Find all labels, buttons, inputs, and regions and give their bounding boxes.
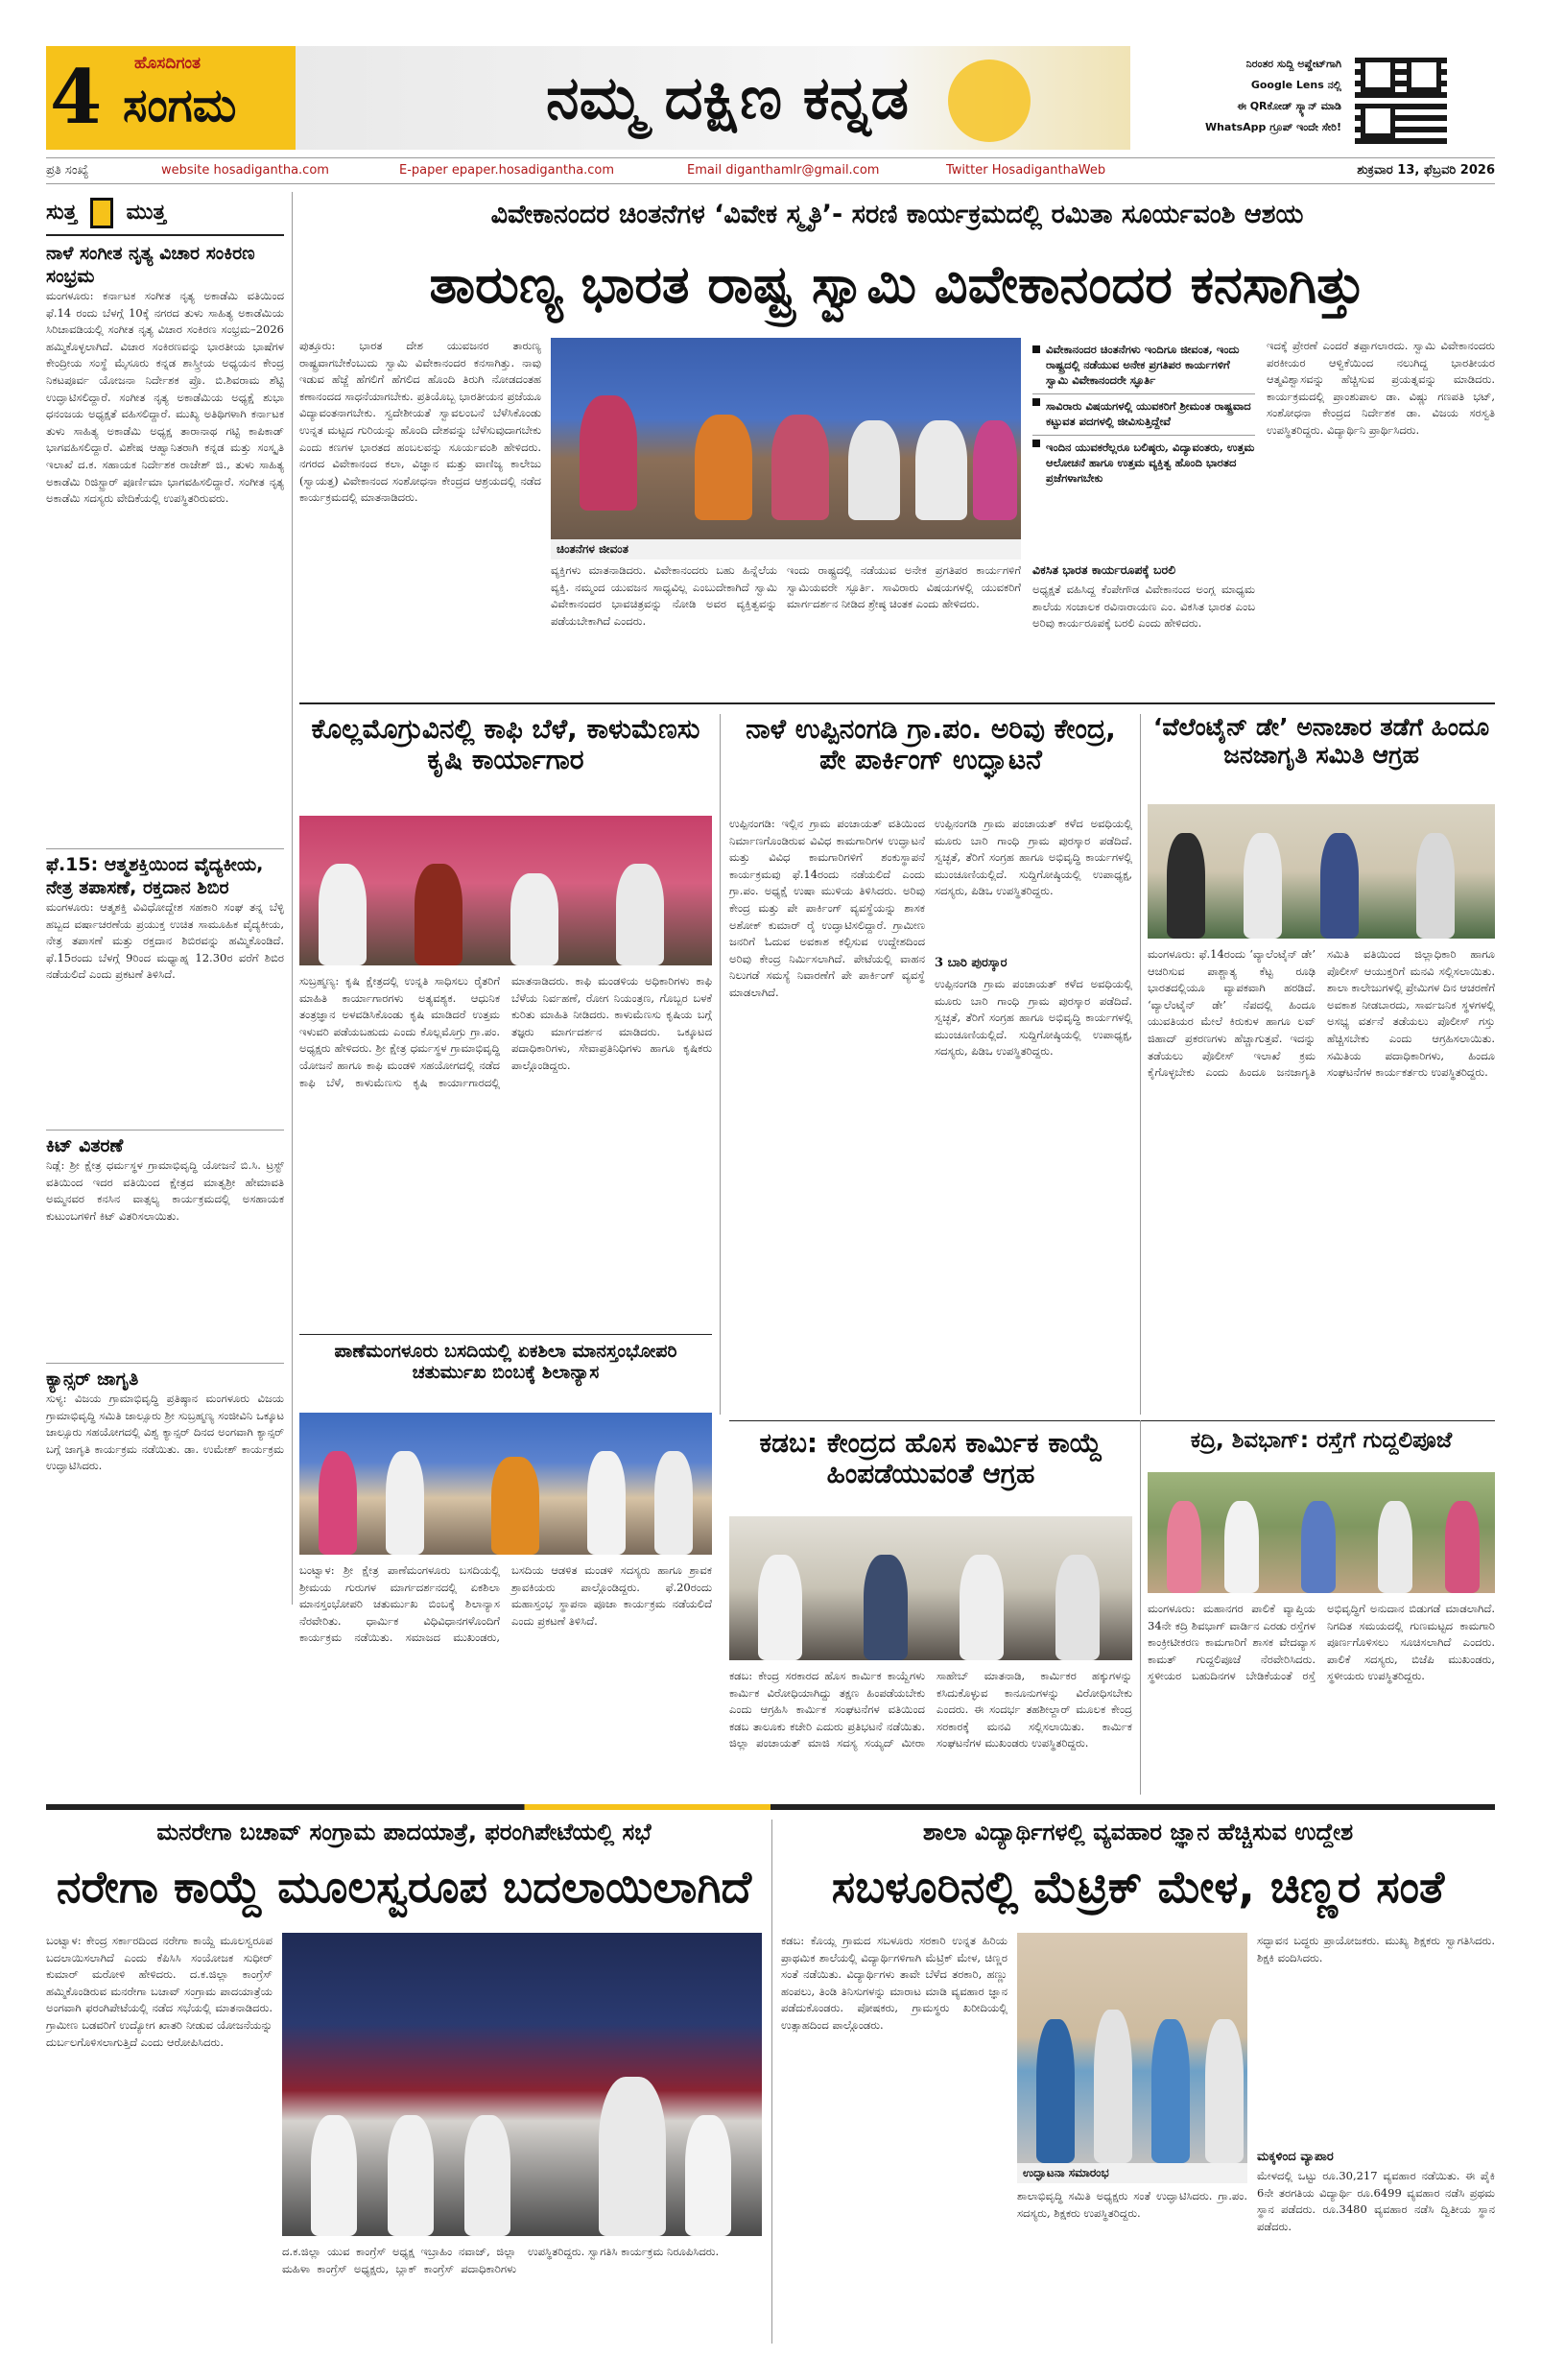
mela-subhead: ಮಕ್ಕಳಿಂದ ವ್ಯಾಪಾರ <box>1257 2150 1334 2164</box>
uppinangady-body2: ಉಪ್ಪಿನಂಗಡಿ ಗ್ರಾಮ ಪಂಚಾಯತ್ ಕಳೆದ ಅವಧಿಯಲ್ಲಿ ಮೂರು ಬಾರಿ ಗಾಂಧಿ ಗ್ರಾಮ ಪುರಸ್ಕಾರ ಪಡೆದಿದೆ. ಸ್ವಚ್ಛತೆ, ತೆರಿಗೆ ಸಂಗ್ರಹ ಹಾಗೂ ಅಭಿವೃದ್ಧಿ ಕಾರ್ಯಗಳಲ್ಲಿ ಮುಂಚೂಣಿಯಲ್ಲಿದೆ. ಸುದ್ದಿಗೋಷ್ಠಿಯಲ್ಲಿ ಉಪಾಧ್ಯಕ್ಷ, ಸದಸ್ಯರು, ಪಿಡಿಒ ಉಪಸ್ಥಿತರಿದ್ದರು. <box>935 977 1132 1059</box>
qr-text-1: ನಿರಂತರ ಸುದ್ದಿ ಅಪ್ಡೇಟ್‌ಗಾಗಿ <box>1245 58 1341 70</box>
brand-big: ಸಂಗಮ <box>123 79 237 132</box>
section-label-right: ಮುತ್ತ <box>126 201 167 225</box>
qr-text-3: ಈ QRಕೋಡ್ ಸ್ಕ್ಯಾನ್ ಮಾಡಿ <box>1237 100 1341 112</box>
basadi-photo <box>299 1413 712 1555</box>
uppinangady-body: ಉಪ್ಪಿನಂಗಡಿ: ಇಲ್ಲಿನ ಗ್ರಾಮ ಪಂಚಾಯತ್ ವತಿಯಿಂದ ನಿರ್ಮಾಣಗೊಂಡಿರುವ ವಿವಿಧ ಕಾಮಗಾರಿಗಳ ಉದ್ಘಾಟನೆ ಮತ್ತು ವಿವಿಧ ಕಾಮಗಾರಿಗಳಿಗೆ ಶಂಕುಸ್ಥಾಪನೆ ಕಾರ್ಯಕ್ರಮವು ಫೆ.14ರಂದು ನಡೆಯಲಿದೆ ಎಂದು ಗ್ರಾ.ಪಂ. ಅಧ್ಯಕ್ಷೆ ಉಷಾ ಮುಳಿಯ ತಿಳಿಸಿದರು. ಅರಿವು ಕೇಂದ್ರ ಮತ್ತು ಪೇ ಪಾರ್ಕಿಂಗ್ ವ್ಯವಸ್ಥೆಯನ್ನು ಶಾಸಕ ಅಶೋಕ್ ಕುಮಾರ್ ರೈ ಉದ್ಘಾಟಿಸಲಿದ್ದಾರೆ. ಗ್ರಾಮೀಣ ಜನರಿಗೆ ಓದುವ ಅವಕಾಶ ಕಲ್ಪಿಸುವ ಉದ್ದೇಶದಿಂದ ಅರಿವು ಕೇಂದ್ರ ನಿರ್ಮಿಸಲಾಗಿದೆ. ಪೇಟೆಯಲ್ಲಿ ವಾಹನ ನಿಲುಗಡೆ ಸಮಸ್ಯೆ ನಿವಾರಣೆಗೆ ಪೇ ಪಾರ್ಕಿಂಗ್ ವ್ಯವಸ್ಥೆ ಮಾಡಲಾಗಿದೆ. <box>729 817 925 999</box>
coffee-headline: ಕೊಲ್ಲಮೊಗ್ರುವಿನಲ್ಲಿ ಕಾಫಿ ಬೆಳೆ, ಕಾಳುಮೆಣಸು ಕೃಷಿ ಕಾರ್ಯಾಗಾರ <box>311 713 700 776</box>
epaper-link[interactable]: E-paper epaper.hosadigantha.com <box>399 163 615 178</box>
lead-col2: ವ್ಯಕ್ತಿಗಳು ಮಾತನಾಡಿದರು. ವಿವೇಕಾನಂದರು ಬಹು ಹಿನ್ನೆಲೆಯ ವ್ಯಕ್ತಿ. ನಮ್ಮಂದ ಯುವಜನ ಸಾಧ್ಯವಿಲ್ಲ ಎಂಬುದೇಕಾಗಿದೆ ಸ್ವಾಮಿ ವಿವೇಕಾನಂದರ ಭಾವಚಿತ್ರವನ್ನು ನೋಡಿ ಅವರ ವ್ಯಕ್ತಿತ್ವವನ್ನು ಪಡೆಯಬೇಕಾಗಿದೆ ಎಂದರು. <box>551 563 777 628</box>
mela-headline: ಸಬಳೂರಿನಲ್ಲಿ ಮೆಟ್ರಿಕ್ ಮೇಳ, ಚಿಣ್ಣರ ಸಂತೆ <box>831 1861 1445 1913</box>
mela-body3: ಸದ್ಭಾವನ ಬದ್ಧರು ಪ್ರಾಯೋಜಕರು. ಮುಖ್ಯ ಶಿಕ್ಷಕರು ಸ್ವಾಗತಿಸಿದರು. ಶಿಕ್ಷಕಿ ವಂದಿಸಿದರು. <box>1257 1934 1495 1964</box>
narega-photo <box>282 1933 762 2236</box>
uppinangady-subhead: 3 ಬಾರಿ ಪುರಸ್ಕಾರ <box>935 956 1008 970</box>
lead-col3: ಇಂದು ರಾಷ್ಟ್ರದಲ್ಲಿ ನಡೆಯುವ ಅನೇಕ ಪ್ರಗತಿಪರ ಕಾರ್ಯಗಳಿಗೆ ಸ್ವಾಮಿಯವರೇ ಸ್ಫೂರ್ತಿ. ಸಾವಿರಾರು ವಿಷಯಗಳಲ್ಲಿ ಯುವಕರಿಗೆ ಮಾರ್ಗದರ್ಶನ ನೀಡಿದ ಶ್ರೇಷ್ಠ ಚಿಂತಕ ಎಂದು ಹೇಳಿದರು. <box>787 563 1021 611</box>
kadaba-headline: ಕಡಬ: ಕೇಂದ್ರದ ಹೊಸ ಕಾರ್ಮಿಕ ಕಾಯ್ದೆ ಹಿಂಪಡೆಯುವಂತೆ ಆಗ್ರಹ <box>759 1427 1102 1490</box>
date-label: ಶುಕ್ರವಾರ 13, ಫೆಬ್ರವರಿ 2026 <box>1357 163 1495 178</box>
sidebar-story1-headline: ನಾಳೆ ಸಂಗೀತ ನೃತ್ಯ ವಿಚಾರ ಸಂಕಿರಣ ಸಂಭ್ರಮ <box>46 243 255 287</box>
mela-body2: ಶಾಲಾಭಿವೃದ್ಧಿ ಸಮಿತಿ ಅಧ್ಯಕ್ಷರು ಸಂತೆ ಉದ್ಘಾಟಿಸಿದರು. ಗ್ರಾ.ಪಂ. ಸದಸ್ಯರು, ಶಿಕ್ಷಕರು ಉಪಸ್ಥಿತರಿದ್ದರು. <box>1017 2189 1247 2220</box>
bottom-divider <box>771 1820 772 2344</box>
lead-bullets <box>1032 342 1255 491</box>
sidebar-story3-headline: ಕಿಟ್ ವಿತರಣೆ <box>46 1130 284 1157</box>
section-label-left: ಸುತ್ತ <box>46 201 78 225</box>
masthead <box>46 46 1495 150</box>
kadri-photo <box>1148 1472 1495 1593</box>
lead-bullet-1: ವಿವೇಕಾನಂದರ ಚಿಂತನೆಗಳು ಇಂದಿಗೂ ಜೀವಂತ, ಇಂದು ರಾಷ್ಟ್ರದಲ್ಲಿ ನಡೆಯುವ ಅನೇಕ ಪ್ರಗತಿಪರ ಕಾರ್ಯಗಳಿಗೆ ಸ್ವಾಮಿ ವಿವೇಕಾನಂದರೇ ಸ್ಫೂರ್ತಿ <box>1032 342 1255 388</box>
uppinangady-right <box>935 816 1132 1411</box>
coffee-body: ಸುಬ್ರಹ್ಮಣ್ಯ: ಕೃಷಿ ಕ್ಷೇತ್ರದಲ್ಲಿ ಉನ್ನತಿ ಸಾಧಿಸಲು ರೈತರಿಗೆ ಮಾಹಿತಿ ಕಾರ್ಯಾಗಾರಗಳು ಅತ್ಯವಶ್ಯಕ. ಆಧುನಿಕ ತಂತ್ರಜ್ಞಾನ ಅಳವಡಿಸಿಕೊಂಡು ಕೃಷಿ ಮಾಡಿದರೆ ಉತ್ತಮ ಇಳುವರಿ ಪಡೆಯಬಹುದು ಎಂದು ಕೊಲ್ಲಮೊಗ್ರು ಗ್ರಾ.ಪಂ. ಅಧ್ಯಕ್ಷರು ಹೇಳಿದರು. ಶ್ರೀ ಕ್ಷೇತ್ರ ಧರ್ಮಸ್ಥಳ ಗ್ರಾಮಾಭಿವೃದ್ಧಿ ಯೋಜನೆ ಹಾಗೂ ಕಾಫಿ ಮಂಡಳಿ ಸಹಯೋಗದಲ್ಲಿ ನಡೆದ ಕಾಫಿ ಬೆಳೆ, ಕಾಳುಮೆಣಸು ಕೃಷಿ ಕಾರ್ಯಾಗಾರದಲ್ಲಿ ಮಾತನಾಡಿದರು. ಕಾಫಿ ಮಂಡಳಿಯ ಅಧಿಕಾರಿಗಳು ಕಾಫಿ ಬೆಳೆಯ ನಿರ್ವಹಣೆ, ರೋಗ ನಿಯಂತ್ರಣ, ಗೊಬ್ಬರ ಬಳಕೆ ಕುರಿತು ಮಾಹಿತಿ ನೀಡಿದರು. ಕಾಳುಮೆಣಸು ಕೃಷಿಯ ಬಗ್ಗೆ ತಜ್ಞರು ಮಾರ್ಗದರ್ಶನ ಮಾಡಿದರು. ಒಕ್ಕೂಟದ ಪದಾಧಿಕಾರಿಗಳು, ಸೇವಾಪ್ರತಿನಿಧಿಗಳು ಹಾಗೂ ಕೃಷಿಕರು ಪಾಲ್ಗೊಂಡಿದ್ದರು. <box>299 974 712 1089</box>
lead-col5: ಇದಕ್ಕೆ ಪ್ರೇರಣೆ ಎಂದರೆ ತಪ್ಪಾಗಲಾರದು. ಸ್ವಾಮಿ ವಿವೇಕಾನಂದರು ಪರಕೀಯರ ಆಳ್ವಿಕೆಯಿಂದ ನಲುಗಿದ್ದ ಭಾರತೀಯರ ಆತ್ಮವಿಶ್ವಾಸವನ್ನು ಹೆಚ್ಚಿಸುವ ಪ್ರಯತ್ನವನ್ನು ಮಾಡಿದರು. ಕಾರ್ಯಕ್ರಮದಲ್ಲಿ ಪ್ರಾಂಶುಪಾಲ ಡಾ. ವಿಷ್ಣು ಗಣಪತಿ ಭಟ್, ಸಂಶೋಧನಾ ಕೇಂದ್ರದ ನಿರ್ದೇಶಕ ಡಾ. ವಿಜಯ ಸರಸ್ವತಿ ಉಪಸ್ಥಿತರಿದ್ದರು. ವಿದ್ಯಾರ್ಥಿನಿ ಪ್ರಾರ್ಥಿಸಿದರು. <box>1267 339 1495 437</box>
lead-kicker: ವಿವೇಕಾನಂದರ ಚಿಂತನೆಗಳ ‘ವಿವೇಕ ಸ್ಮೃತಿ’- ಸರಣಿ ಕಾರ್ಯಕ್ರಮದಲ್ಲಿ ರಮಿತಾ ಸೂರ್ಯವಂಶಿ ಆಶಯ <box>490 200 1304 229</box>
lead-bullet-2: ಸಾವಿರಾರು ವಿಷಯಗಳಲ್ಲಿ ಯುವಕರಿಗೆ ಶ್ರೀಮಂತ ರಾಷ್ಟ್ರವಾದ ಕಟ್ಟುವತ ಪದಗಳಲ್ಲಿ ಜೀವಿಸುತ್ತಿದ್ದೇವೆ <box>1032 393 1255 429</box>
sidebar-story2-body: ಮಂಗಳೂರು: ಆತ್ಮಶಕ್ತಿ ವಿವಿಧೋದ್ದೇಶ ಸಹಕಾರಿ ಸಂಘ ತನ್ನ ಬೆಳ್ಳಿ ಹಬ್ಬದ ವರ್ಷಾಚರಣೆಯ ಪ್ರಯುಕ್ತ ಉಚಿತ ಸಾಮೂಹಿಕ ವೈದ್ಯಕೀಯ, ನೇತ್ರ ತಪಾಸಣೆ ಮತ್ತು ರಕ್ತದಾನ ಶಿಬಿರವನ್ನು ಹಮ್ಮಿಕೊಂಡಿದೆ. ಫೆ.15ರಂದು ಬೆಳಗ್ಗೆ 9ರಿಂದ ಮಧ್ಯಾಹ್ನ 12.30ರ ವರೆಗೆ ಶಿಬಿರ ನಡೆಯಲಿದೆ ಎಂದು ಪ್ರಕಟಣೆ ತಿಳಿಸಿದೆ. <box>46 900 284 982</box>
lead-subhead: ವಿಕಸಿತ ಭಾರತ ಕಾರ್ಯರೂಪಕ್ಕೆ ಬರಲಿ <box>1032 562 1176 577</box>
page-title: ನಮ್ಮ ದಕ್ಷಿಣ ಕನ್ನಡ <box>546 62 909 132</box>
lead-bullet-3: ಇಂದಿನ ಯುವಕರೆಲ್ಲರೂ ಬಲಿಷ್ಠರು, ವಿದ್ಯಾವಂತರು, ಉತ್ತಮ ಆಲೋಚನೆ ಹಾಗೂ ಉತ್ತಮ ವ್ಯಕ್ತಿತ್ವ ಹೊಂದಿ ಭಾರತದ ಪ್ರಜೆಗಳಾಗಬೇಕು <box>1032 435 1255 486</box>
sidebar-story1-body: ಮಂಗಳೂರು: ಕರ್ನಾಟಕ ಸಂಗೀತ ನೃತ್ಯ ಅಕಾಡೆಮಿ ವತಿಯಿಂದ ಫೆ.14 ರಂದು ಬೆಳಗ್ಗೆ 10ಕ್ಕೆ ನಗರದ ತುಳು ಸಾಹಿತ್ಯ ಅಕಾಡೆಮಿಯ ಸಿರಿಚಾವಡಿಯಲ್ಲಿ ಸಂಗೀತ ನೃತ್ಯ ವಿಚಾರ ಸಂಕಿರಣ ಸಂಭ್ರಮ–2026 ಹಮ್ಮಿಕೊಳ್ಳಲಾಗಿದೆ. ವಿಚಾರ ಸಂಕಿರಣವನ್ನು ಭಾರತೀಯ ಭಾಷೆಗಳ ಕೇಂದ್ರೀಯ ಸಂಸ್ಥೆ ಮೈಸೂರು ಕನ್ನಡ ಶಾಸ್ತ್ರೀಯ ಅಧ್ಯಯನ ಕೇಂದ್ರ ನಿಕಟಪೂರ್ವ ಯೋಜನಾ ನಿರ್ದೇಶಕ ಪ್ರೊ. ಬಿ.ಶಿವರಾಮ ಶೆಟ್ಟಿ ಉದ್ಘಾಟಿಸಲಿದ್ದಾರೆ. ಸಂಗೀತ ನೃತ್ಯ ಅಕಾಡೆಮಿಯ ಅಧ್ಯಕ್ಷೆ ಶುಭಾ ಧನಂಜಯ ಅಧ್ಯಕ್ಷತೆ ವಹಿಸಲಿದ್ದಾರೆ. ಮುಖ್ಯ ಅತಿಥಿಗಳಾಗಿ ಕರ್ನಾಟಕ ತುಳು ಸಾಹಿತ್ಯ ಅಕಾಡೆಮಿ ಅಧ್ಯಕ್ಷ ತಾರಾನಾಥ ಗಟ್ಟಿ ಕಾಪಿಕಾಡ್ ಭಾಗವಹಿಸಲಿದ್ದಾರೆ. ವಿಶೇಷ ಆಹ್ವಾನಿತರಾಗಿ ಕನ್ನಡ ಮತ್ತು ಸಂಸ್ಕೃತಿ ಇಲಾಖೆ ದ.ಕ. ಸಹಾಯಕ ನಿರ್ದೇಶಕ ರಾಜೇಶ್ ಜಿ., ತುಳು ಸಾಹಿತ್ಯ ಅಕಾಡೆಮಿ ರಿಜಿಸ್ಟ್ರಾರ್ ಪೂರ್ಣಿಮಾ ಭಾಗವಹಿಸಲಿದ್ದಾರೆ. ಸಂಗೀತ ನೃತ್ಯ ಅಕಾಡೆಮಿ ಸದಸ್ಯರು ವೇದಿಕೆಯಲ್ಲಿ ಉಪಸ್ಥಿತರಿರುವರು. <box>46 289 284 506</box>
valentine-photo <box>1148 804 1495 939</box>
uppinangady-headline: ನಾಳೆ ಉಪ್ಪಿನಂಗಡಿ ಗ್ರಾ.ಪಂ. ಅರಿವು ಕೇಂದ್ರ, ಪೇ ಪಾರ್ಕಿಂಗ್ ಉದ್ಘಾಟನೆ <box>746 713 1116 776</box>
lead-photo <box>551 338 1021 539</box>
coffee-photo <box>299 816 712 965</box>
qr-text <box>1130 54 1341 138</box>
narega-kicker: ಮನರೇಗಾ ಬಚಾವ್ ಸಂಗ್ರಾಮ ಪಾದಯಾತ್ರೆ, ಫರಂಗಿಪೇಟೆಯಲ್ಲಿ ಸಭೆ <box>156 1819 652 1845</box>
uppinangady-body-cont: ಉಪ್ಪಿನಂಗಡಿ ಗ್ರಾಮ ಪಂಚಾಯತ್ ಕಳೆದ ಅವಧಿಯಲ್ಲಿ ಮೂರು ಬಾರಿ ಗಾಂಧಿ ಗ್ರಾಮ ಪುರಸ್ಕಾರ ಪಡೆದಿದೆ. ಸ್ವಚ್ಛತೆ, ತೆರಿಗೆ ಸಂಗ್ರಹ ಹಾಗೂ ಅಭಿವೃದ್ಧಿ ಕಾರ್ಯಗಳಲ್ಲಿ ಮುಂಚೂಣಿಯಲ್ಲಿದೆ. ಸುದ್ದಿಗೋಷ್ಠಿಯಲ್ಲಿ ಉಪಾಧ್ಯಕ್ಷ, ಸದಸ್ಯರು, ಪಿಡಿಒ ಉಪಸ್ಥಿತರಿದ್ದರು. <box>935 817 1132 898</box>
basadi-top-rule <box>299 1334 712 1335</box>
narega-body: ಬಂಟ್ವಾಳ: ಕೇಂದ್ರ ಸರ್ಕಾರದಿಂದ ನರೇಗಾ ಕಾಯ್ದೆ ಮೂಲಸ್ವರೂಪ ಬದಲಾಯಿಸಲಾಗಿದೆ ಎಂದು ಕೆಪಿಸಿಸಿ ಸಂಯೋಜಕ ಸುಧೀರ್ ಕುಮಾರ್ ಮರೋಳಿ ಹೇಳಿದರು. ದ.ಕ.ಜಿಲ್ಲಾ ಕಾಂಗ್ರೆಸ್ ಹಮ್ಮಿಕೊಂಡಿರುವ ಮನರೇಗಾ ಬಚಾವ್ ಸಂಗ್ರಾಮ ಪಾದಯಾತ್ರೆಯ ಅಂಗವಾಗಿ ಫರಂಗಿಪೇಟೆಯಲ್ಲಿ ನಡೆದ ಸಭೆಯಲ್ಲಿ ಮಾತನಾಡಿದರು. ಗ್ರಾಮೀಣ ಬಡವರಿಗೆ ಉದ್ಯೋಗ ಖಾತರಿ ನೀಡುವ ಯೋಜನೆಯನ್ನು ದುರ್ಬಲಗೊಳಿಸಲಾಗುತ್ತಿದೆ ಎಂದು ಆರೋಪಿಸಿದರು. <box>46 1934 273 2049</box>
basadi-headline: ಪಾಣೆಮಂಗಳೂರು ಬಸದಿಯಲ್ಲಿ ಏಕಶಿಲಾ ಮಾನಸ್ತಂಭೋಪರಿ ಚತುರ್ಮುಖ ಬಿಂಬಕ್ಕೆ ಶಿಲಾನ್ಯಾಸ <box>334 1341 677 1383</box>
sidebar-section-label <box>46 192 284 236</box>
kadaba-body: ಕಡಬ: ಕೇಂದ್ರ ಸರಕಾರದ ಹೊಸ ಕಾರ್ಮಿಕ ಕಾಯ್ದೆಗಳು ಕಾರ್ಮಿಕ ವಿರೋಧಿಯಾಗಿದ್ದು ತಕ್ಷಣ ಹಿಂಪಡೆಯಬೇಕು ಎಂದು ಆಗ್ರಹಿಸಿ ಕಾರ್ಮಿಕ ಸಂಘಟನೆಗಳ ವತಿಯಿಂದ ಕಡಬ ತಾಲೂಕು ಕಚೇರಿ ಎದುರು ಪ್ರತಿಭಟನೆ ನಡೆಯಿತು. ಜಿಲ್ಲಾ ಪಂಚಾಯತ್ ಮಾಜಿ ಸದಸ್ಯ ಸಯ್ಯದ್ ಮೀರಾ ಸಾಹೇಬ್ ಮಾತನಾಡಿ, ಕಾರ್ಮಿಕರ ಹಕ್ಕುಗಳನ್ನು ಕಸಿದುಕೊಳ್ಳುವ ಕಾನೂನುಗಳನ್ನು ವಿರೋಧಿಸಬೇಕು ಎಂದರು. ಈ ಸಂದರ್ಭ ತಹಶೀಲ್ದಾರ್ ಮೂಲಕ ಕೇಂದ್ರ ಸರಕಾರಕ್ಕೆ ಮನವಿ ಸಲ್ಲಿಸಲಾಯಿತು. ಕಾರ್ಮಿಕ ಸಂಘಟನೆಗಳ ಮುಖಂಡರು ಉಪಸ್ಥಿತರಿದ್ದರು. <box>729 1669 1132 1750</box>
valentine-body: ಮಂಗಳೂರು: ಫೆ.14ರಂದು ‘ವ್ಯಾಲೆಂಟೈನ್ ಡೇ’ ಆಚರಿಸುವ ಪಾಶ್ಚಾತ್ಯ ಕೆಟ್ಟ ರೂಢಿ ಭಾರತದಲ್ಲಿಯೂ ವ್ಯಾಪಕವಾಗಿ ಹರಡಿದೆ. ‘ವ್ಯಾಲೆಂಟೈನ್ ಡೇ’ ನೆಪದಲ್ಲಿ ಹಿಂದೂ ಯುವತಿಯರ ಮೇಲೆ ಕಿರುಕುಳ ಹಾಗೂ ಲವ್ ಜಿಹಾದ್ ಪ್ರಕರಣಗಳು ಹೆಚ್ಚಾಗುತ್ತವೆ. ಇದನ್ನು ತಡೆಯಲು ಪೊಲೀಸ್ ಇಲಾಖೆ ಕ್ರಮ ಕೈಗೊಳ್ಳಬೇಕು ಎಂದು ಹಿಂದೂ ಜನಜಾಗೃತಿ ಸಮಿತಿ ವತಿಯಿಂದ ಜಿಲ್ಲಾಧಿಕಾರಿ ಹಾಗೂ ಪೊಲೀಸ್ ಆಯುಕ್ತರಿಗೆ ಮನವಿ ಸಲ್ಲಿಸಲಾಯಿತು. ಶಾಲಾ ಕಾಲೇಜುಗಳಲ್ಲಿ ಪ್ರೇಮಿಗಳ ದಿನ ಆಚರಣೆಗೆ ಅವಕಾಶ ನೀಡಬಾರದು, ಸಾರ್ವಜನಿಕ ಸ್ಥಳಗಳಲ್ಲಿ ಅಸಭ್ಯ ವರ್ತನೆ ತಡೆಯಲು ಪೊಲೀಸ್ ಗಸ್ತು ಹೆಚ್ಚಿಸಬೇಕು ಎಂದು ಆಗ್ರಹಿಸಲಾಯಿತು. ಸಮಿತಿಯ ಪದಾಧಿಕಾರಿಗಳು, ಹಿಂದೂ ಸಂಘಟನೆಗಳ ಕಾರ್ಯಕರ್ತರು ಉಪಸ್ಥಿತರಿದ್ದರು. <box>1148 947 1495 1080</box>
kadaba-photo <box>729 1516 1132 1660</box>
kadri-headline: ಕದ್ರಿ, ಶಿವಭಾಗ್: ರಸ್ತೆಗೆ ಗುದ್ದಲಿಪೂಜೆ <box>1190 1428 1453 1453</box>
sidebar-story4-body: ಸುಳ್ಯ: ವಿಜಯ ಗ್ರಾಮಾಭಿವೃದ್ಧಿ ಪ್ರತಿಷ್ಠಾನ ಮಂಗಳೂರು ವಿಜಯ ಗ್ರಾಮಾಭಿವೃದ್ಧಿ ಸಮಿತಿ ಜಾಲ್ಸೂರು ಶ್ರೀ ಸುಬ್ರಹ್ಮಣ್ಯ ಸಂಜೀವಿನಿ ಒಕ್ಕೂಟ ಜಾಲ್ಸೂರು ಸಹಯೋಗದಲ್ಲಿ ವಿಶ್ವ ಕ್ಯಾನ್ಸರ್ ದಿನದ ಅಂಗವಾಗಿ ಕ್ಯಾನ್ಸರ್ ಬಗ್ಗೆ ಜಾಗೃತಿ ಕಾರ್ಯಕ್ರಮ ನಡೆಯಿತು. ಡಾ. ಉಮೇಶ್ ಕಾರ್ಯಕ್ರಮ ಉದ್ಘಾಟಿಸಿದರು. <box>46 1392 284 1473</box>
mela-right <box>1257 1933 1495 2340</box>
lead-col1: ಪುತ್ತೂರು: ಭಾರತ ದೇಶ ಯುವಜನರ ತಾರುಣ್ಯ ರಾಷ್ಟ್ರವಾಗಬೇಕೆಂಬುದು ಸ್ವಾಮಿ ವಿವೇಕಾನಂದರ ಕನಸಾಗಿತ್ತು. ನಾವು ಇಡುವ ಹೆಜ್ಜೆ ಹೆಗಲಿಗೆ ಹೆಗಲಿದ ಹೊಂದಿ ತಿರುಗಿ ನೋಡದಂತಹ ಕಣಾನಂದದ ಸಾಧನೆಯಾಗಬೇಕು. ಪ್ರತಿಯೊಬ್ಬ ಭಾರತೀಯನ ಪ್ರಜೆಯೂ ವಿದ್ಯಾವಂತನಾಗಬೇಕು. ಸ್ವದೇಶೀಯತೆ ಸ್ವಾವಲಂಬನೆ ಬೆಳೆಸಿಕೊಂಡು ಉನ್ನತ ಮಟ್ಟದ ಗುರಿಯನ್ನು ಹೊಂದಿ ದೇಶವನ್ನು ಬೆಳೆಸುವುದಾಗಬೇಕು ಎಂದು ಕಣಗಳ ಭಾರತದ ಹಂಬಲವನ್ನು ಸೂರ್ಯವಂಶಿ ಹೇಳಿದರು. ನಗರದ ವಿವೇಕಾನಂದ ಕಲಾ, ವಿಜ್ಞಾನ ಮತ್ತು ವಾಣಿಜ್ಯ ಕಾಲೇಜು (ಸ್ವಾಯತ್ತ) ವಿವೇಕಾನಂದ ಸಂಶೋಧನಾ ಕೇಂದ್ರದ ಆಶ್ರಯದಲ್ಲಿ ನಡೆದ ಕಾರ್ಯಕ್ರಮದಲ್ಲಿ ಮಾತನಾಡಿದರು. <box>299 339 541 505</box>
row2-divider-1 <box>720 714 721 1415</box>
lead-bottom-rule <box>299 702 1495 704</box>
row2-divider-2 <box>1140 714 1141 1415</box>
info-strip <box>46 157 1495 184</box>
kadri-body: ಮಂಗಳೂರು: ಮಹಾನಗರ ಪಾಲಿಕೆ ವ್ಯಾಪ್ತಿಯ 34ನೇ ಕದ್ರಿ ಶಿವಭಾಗ್ ವಾರ್ಡಿನ ಎರಡು ರಸ್ತೆಗಳ ಕಾಂಕ್ರೀಟೀಕರಣ ಕಾಮಗಾರಿಗೆ ಶಾಸಕ ವೇದವ್ಯಾಸ ಕಾಮತ್ ಗುದ್ದಲಿಪೂಜೆ ನೆರವೇರಿಸಿದರು. ಸ್ಥಳೀಯರ ಬಹುದಿನಗಳ ಬೇಡಿಕೆಯಂತೆ ರಸ್ತೆ ಅಭಿವೃದ್ಧಿಗೆ ಅನುದಾನ ಬಿಡುಗಡೆ ಮಾಡಲಾಗಿದೆ. ನಿಗದಿತ ಸಮಯದಲ್ಲಿ ಗುಣಮಟ್ಟದ ಕಾಮಗಾರಿ ಪೂರ್ಣಗೊಳಿಸಲು ಸೂಚಿಸಲಾಗಿದೆ ಎಂದರು. ಪಾಲಿಕೆ ಸದಸ್ಯರು, ಬಿಜೆಪಿ ಮುಖಂಡರು, ಸ್ಥಳೀಯರು ಉಪಸ್ಥಿತರಿದ್ದರು. <box>1148 1602 1495 1683</box>
narega-headline: ನರೇಗಾ ಕಾಯ್ದೆ ಮೂಲಸ್ವರೂಪ ಬದಲಾಯಿಲಾಗಿದೆ <box>56 1861 752 1913</box>
twitter-link[interactable]: Twitter HosadiganthaWeb <box>946 163 1106 178</box>
brand-small: ಹೊಸದಿಗಂತ <box>134 54 202 73</box>
sidebar-divider <box>292 192 293 1605</box>
valentine-headline: ‘ವೆಲೆಂಟೈನ್ ಡೇ’ ಅನಾಚಾರ ತಡೆಗೆ ಹಿಂದೂ ಜನಜಾಗೃತಿ ಸಮಿತಿ ಆಗ್ರಹ <box>1152 713 1490 769</box>
narega-body2: ದ.ಕ.ಜಿಲ್ಲಾ ಯುವ ಕಾಂಗ್ರೆಸ್ ಅಧ್ಯಕ್ಷ ಇಬ್ರಾಹಿಂ ನವಾಜ್, ಜಿಲ್ಲಾ ಮಹಿಳಾ ಕಾಂಗ್ರೆಸ್ ಅಧ್ಯಕ್ಷರು, ಬ್ಲಾಕ್ ಕಾಂಗ್ರೆಸ್ ಪದಾಧಿಕಾರಿಗಳು ಉಪಸ್ಥಿತರಿದ್ದರು. ಸ್ವಾಗತಿಸಿ ಕಾರ್ಯಕ್ರಮ ನಿರೂಪಿಸಿದರು. <box>282 2245 720 2275</box>
basadi-body: ಬಂಟ್ವಾಳ: ಶ್ರೀ ಕ್ಷೇತ್ರ ಪಾಣೆಮಂಗಳೂರು ಬಸದಿಯಲ್ಲಿ ಶ್ರೀಮಯ ಗುರುಗಳ ಮಾರ್ಗದರ್ಶನದಲ್ಲಿ ಏಕಶಿಲಾ ಮಾನಸ್ತಂಭೋಪರಿ ಚತುರ್ಮುಖ ಬಿಂಬಕ್ಕೆ ಶಿಲಾನ್ಯಾಸ ನೆರವೇರಿತು. ಧಾರ್ಮಿಕ ವಿಧಿವಿಧಾನಗಳೊಂದಿಗೆ ಕಾರ್ಯಕ್ರಮ ನಡೆಯಿತು. ಸಮಾಜದ ಮುಖಂಡರು, ಬಸದಿಯ ಆಡಳಿತ ಮಂಡಳಿ ಸದಸ್ಯರು ಹಾಗೂ ಶ್ರಾವಕ ಶ್ರಾವಕಿಯರು ಪಾಲ್ಗೊಂಡಿದ್ದರು. ಫೆ.20ರಂದು ಮಹಾಸ್ತಂಭ ಸ್ಥಾಪನಾ ಪೂಜಾ ಕಾರ್ಯಕ್ರಮ ನಡೆಯಲಿದೆ ಎಂದು ಪ್ರಕಟಣೆ ತಿಳಿಸಿದೆ. <box>299 1563 712 1645</box>
book-icon <box>90 198 113 228</box>
section-divider-bar <box>46 1804 1495 1810</box>
sidebar <box>46 192 284 1605</box>
lead-col4: ಅಧ್ಯಕ್ಷತೆ ವಹಿಸಿದ್ದ ಕೆಂಪೇಗೌಡ ವಿವೇಕಾನಂದ ಅಂಗ್ಲ ಮಾಧ್ಯಮ ಶಾಲೆಯ ಸಂಚಾಲಕ ರವಿನಾರಾಯಣ ಎಂ. ವಿಕಸಿತ ಭಾರತ ಎಂಬ ಅರಿವು ಕಾರ್ಯರೂಪಕ್ಕೆ ಬರಲಿ ಎಂದು ಹೇಳಿದರು. <box>1032 583 1255 631</box>
qr-text-4: WhatsApp ಗ್ರೂಪ್ ಇಂದೇ ಸೇರಿ! <box>1204 121 1341 133</box>
mela-photo <box>1017 1933 1247 2163</box>
sidebar-story3-body: ನಿಡ್ಲೆ: ಶ್ರೀ ಕ್ಷೇತ್ರ ಧರ್ಮಸ್ಥಳ ಗ್ರಾಮಾಭಿವೃದ್ಧಿ ಯೋಜನೆ ಬಿ.ಸಿ. ಟ್ರಸ್ಟ್ ವತಿಯಿಂದ ಇದರ ವತಿಯಿಂದ ಕ್ಷೇತ್ರದ ಮಾತೃಶ್ರೀ ಹೇಮಾವತಿ ಅಮ್ಮನವರ ಕನಸಿನ ವಾತ್ಸಲ್ಯ ಕಾರ್ಯಕ್ರಮದಲ್ಲಿ ಅಸಹಾಯಕ ಕುಟುಂಬಗಳಿಗೆ ಕಿಟ್ ವಿತರಿಸಲಾಯಿತು. <box>46 1158 284 1223</box>
page-number: 4 <box>50 54 103 141</box>
lead-photo-caption: ಚಿಂತನೆಗಳ ಜೀವಂತ <box>551 539 1021 559</box>
email-link[interactable]: Email diganthamlr@gmail.com <box>687 163 880 178</box>
mela-photo-caption: ಉದ್ಘಾಟನಾ ಸಮಾರಂಭ <box>1017 2163 1247 2183</box>
mela-body: ಕಡಬ: ಕೊಯ್ಲ ಗ್ರಾಮದ ಸಬಳೂರು ಸರಕಾರಿ ಉನ್ನತ ಹಿರಿಯ ಪ್ರಾಥಮಿಕ ಶಾಲೆಯಲ್ಲಿ ವಿದ್ಯಾರ್ಥಿಗಳಿಗಾಗಿ ಮೆಟ್ರಿಕ್ ಮೇಳ, ಚಿಣ್ಣರ ಸಂತೆ ನಡೆಯಿತು. ವಿದ್ಯಾರ್ಥಿಗಳು ತಾವೇ ಬೆಳೆದ ತರಕಾರಿ, ಹಣ್ಣು ಹಂಪಲು, ತಿಂಡಿ ತಿನಿಸುಗಳನ್ನು ಮಾರಾಟ ಮಾಡಿ ವ್ಯವಹಾರ ಜ್ಞಾನ ಪಡೆದುಕೊಂಡರು. ಪೋಷಕರು, ಗ್ರಾಮಸ್ಥರು ಖರೀದಿಯಲ್ಲಿ ಉತ್ಸಾಹದಿಂದ ಪಾಲ್ಗೊಂಡರು. <box>781 1934 1008 2032</box>
sidebar-story2-headline: ಫೆ.15: ಆತ್ಮಶಕ್ತಿಯಿಂದ ವೈದ್ಯಕೀಯ, ನೇತ್ರ ತಪಾಸಣೆ, ರಕ್ತದಾನ ಶಿಬಿರ <box>46 848 284 899</box>
website-link[interactable]: website hosadigantha.com <box>161 163 329 178</box>
kadaba-top-rule <box>729 1420 1495 1421</box>
qr-code-icon[interactable] <box>1355 52 1447 144</box>
qr-text-2: Google Lens ನಲ್ಲಿ <box>1250 79 1341 91</box>
sidebar-story4-headline: ಕ್ಯಾನ್ಸರ್ ಜಾಗೃತಿ <box>46 1363 284 1391</box>
mela-kicker: ಶಾಲಾ ವಿದ್ಯಾರ್ಥಿಗಳಲ್ಲಿ ವ್ಯವಹಾರ ಜ್ಞಾನ ಹೆಚ್ಚಿಸುವ ಉದ್ದೇಶ <box>922 1819 1354 1845</box>
mela-body4: ಮೇಳದಲ್ಲಿ ಒಟ್ಟು ರೂ.30,217 ವ್ಯವಹಾರ ನಡೆಯಿತು. ಈ ಪೈಕಿ 6ನೇ ತರಗತಿಯ ವಿದ್ಯಾರ್ಥಿ ರೂ.6499 ವ್ಯವಹಾರ ನಡೆಸಿ ಪ್ರಥಮ ಸ್ಥಾನ ಪಡೆದರು. ರೂ.3480 ವ್ಯವಹಾರ ನಡೆಸಿ ದ್ವಿತೀಯ ಸ್ಥಾನ ಪಡೆದರು. <box>1257 2169 1495 2233</box>
kadri-divider <box>1140 1420 1141 1795</box>
lead-headline: ತಾರುಣ್ಯ ಭಾರತ ರಾಷ್ಟ್ರ ಸ್ವಾಮಿ ವಿವೇಕಾನಂದರ ಕನಸಾಗಿತ್ತು <box>429 254 1365 315</box>
edition-label: ಪ್ರತಿ ಸಂಖ್ಯೆ <box>46 163 89 178</box>
